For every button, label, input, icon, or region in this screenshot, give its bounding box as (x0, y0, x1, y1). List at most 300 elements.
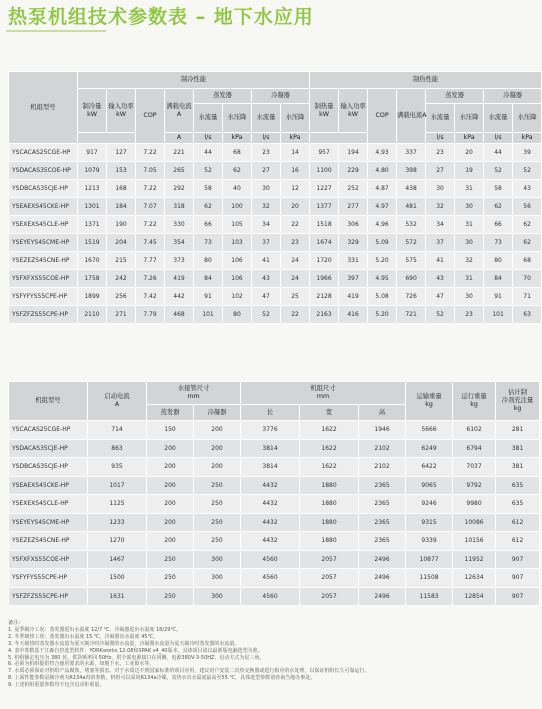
table-cell: 1125 (88, 495, 146, 513)
table-cell: 3814 (241, 440, 299, 458)
table-cell: 4560 (241, 569, 299, 587)
model-cell: YSEZEZS45CNE-HP (9, 252, 77, 269)
note-line: 9. 上述机组重量参数均不包含启动柜重量。 (8, 682, 105, 689)
group-cooling-condenser: 冷凝器 (252, 89, 309, 103)
col-width: 宽 (300, 405, 358, 420)
table-cell: 34 (252, 216, 280, 233)
col-heat-cond-pd: 水压降 (513, 104, 541, 132)
col-model: 机组型号 (9, 382, 87, 420)
table-cell: 242 (107, 270, 135, 287)
col-heat-evap-flow: 水流量 (426, 104, 454, 132)
col-pipe-condenser: 冷凝器 (194, 405, 240, 420)
model-cell: YSEYEYS45CME-HP (9, 514, 87, 532)
table-cell: 7.05 (136, 162, 164, 179)
table-cell: 1377 (310, 198, 338, 215)
table-cell: 1270 (88, 532, 146, 550)
table-cell: 101 (194, 306, 222, 323)
col-height: 高 (359, 405, 405, 420)
table-cell: 1720 (310, 252, 338, 269)
table-cell: 1017 (88, 477, 146, 495)
table-cell: 73 (194, 234, 222, 251)
table-row (9, 421, 539, 439)
note-line: 5. 机组额定电压为 380 伏，供货频率同 50Hz，供全部电源接口在同侧，电源380V-3-50HZ，启动方式为星三角。 (8, 654, 265, 661)
table-cell: 907 (496, 569, 539, 587)
table-cell: 66 (484, 216, 512, 233)
table-cell: 32 (426, 198, 454, 215)
table-cell: 2110 (78, 306, 106, 323)
table-cell: 935 (88, 458, 146, 476)
table-cell: 917 (78, 144, 106, 161)
table-cell: 329 (339, 234, 367, 251)
table-cell: 52 (513, 162, 541, 179)
table-cell: 330 (165, 216, 193, 233)
table-cell: 52 (484, 162, 512, 179)
table-cell: 52 (426, 306, 454, 323)
table-cell: 1670 (78, 252, 106, 269)
table-cell: 4560 (241, 551, 299, 569)
table-row (9, 440, 539, 458)
table-cell: 25 (281, 288, 309, 305)
table-cell: 3776 (241, 421, 299, 439)
col-pipe-evaporator: 蒸发器 (147, 405, 193, 420)
table-cell: 5.08 (368, 288, 396, 305)
table-cell: 7.22 (136, 216, 164, 233)
table-cell: 12854 (453, 588, 495, 606)
group-unit-size: 机组尺寸 mm (241, 382, 405, 404)
unit-kpa: kPa (281, 133, 309, 143)
table-cell: 200 (147, 458, 193, 476)
table-cell: 635 (496, 477, 539, 495)
table-row (9, 532, 539, 550)
model-cell: YSEAEXS45CKE-HP (9, 198, 77, 215)
table-cell: 354 (165, 234, 193, 251)
table-cell: 200 (147, 514, 193, 532)
table-cell: 416 (339, 306, 367, 323)
table-cell: 200 (147, 440, 193, 458)
col-heating-current: 满载电流A (397, 89, 425, 143)
table-cell: 5.20 (368, 252, 396, 269)
title-underline (6, 30, 106, 32)
table-cell: 100 (223, 198, 251, 215)
table-cell: 337 (397, 144, 425, 161)
table-cell: 957 (310, 144, 338, 161)
table-cell: 229 (339, 162, 367, 179)
table-cell: 2365 (359, 495, 405, 513)
table-cell: 2496 (359, 569, 405, 587)
table-cell: 1622 (300, 421, 358, 439)
table-cell: 9315 (406, 514, 452, 532)
table-cell: 106 (223, 270, 251, 287)
model-cell: YSDBCAS35CJE-HP (9, 180, 77, 197)
table-cell: 2102 (359, 458, 405, 476)
table-cell: 1622 (300, 458, 358, 476)
table-cell: 66 (194, 216, 222, 233)
table-row (9, 458, 539, 476)
table-cell: 612 (496, 514, 539, 532)
table-cell: 1880 (300, 495, 358, 513)
model-cell: YSCACAS25CGE-HP (9, 144, 77, 161)
table-cell: 1966 (310, 270, 338, 287)
table-row (9, 162, 541, 179)
table-cell: 11508 (406, 569, 452, 587)
table-cell: 4.95 (368, 270, 396, 287)
table-cell: 442 (165, 288, 193, 305)
table-cell: 300 (194, 588, 240, 606)
table-cell: 27 (252, 162, 280, 179)
table-cell: 200 (194, 440, 240, 458)
table-cell: 24 (281, 270, 309, 287)
table-cell: 41 (426, 252, 454, 269)
table-cell: 52 (252, 306, 280, 323)
table-cell: 27 (426, 162, 454, 179)
table-cell: 168 (107, 180, 135, 197)
table-cell: 2365 (359, 514, 405, 532)
table-cell: 612 (496, 532, 539, 550)
col-cool-evap-pd: 水压降 (223, 104, 251, 132)
model-cell: YSFYFYS55CPE-HP (9, 288, 77, 305)
table-cell: 2496 (359, 588, 405, 606)
table-row (9, 288, 541, 305)
table-cell: 24 (281, 252, 309, 269)
col-operating-weight: 运行重量 kg (453, 382, 495, 420)
table-cell: 10156 (453, 532, 495, 550)
table-cell: 30 (252, 180, 280, 197)
table-cell: 22 (281, 216, 309, 233)
table-cell: 5.20 (368, 306, 396, 323)
table-cell: 4560 (241, 588, 299, 606)
table-cell: 1301 (78, 198, 106, 215)
table-cell: 62 (223, 162, 251, 179)
col-heat-cond-flow: 水流量 (484, 104, 512, 132)
unit-kpa: kPa (223, 133, 251, 143)
table-cell: 863 (88, 440, 146, 458)
table-cell: 1674 (310, 234, 338, 251)
table-cell: 1079 (78, 162, 106, 179)
table-cell: 12 (281, 180, 309, 197)
note-line: 4. 表中参数基于江森自控选型软件：YORKworks 12.08和SPAK v4_40版本，具体项目请以最新版电脑选型为准。 (8, 647, 263, 654)
group-cooling: 制冷性能 (78, 72, 309, 88)
col-cooling-cop: COP (136, 89, 164, 143)
model-cell: YSFZFZS55CPE-HP (9, 306, 77, 323)
table-cell: 4.93 (368, 144, 396, 161)
table-cell: 4432 (241, 495, 299, 513)
table-cell: 37 (426, 234, 454, 251)
col-model: 机组型号 (9, 72, 77, 143)
table-row (9, 495, 539, 513)
notes-section (8, 620, 530, 689)
table-cell: 2057 (300, 551, 358, 569)
table-cell: 30 (455, 198, 483, 215)
table-cell: 4.96 (368, 216, 396, 233)
table-cell: 105 (223, 216, 251, 233)
table-row (9, 569, 539, 587)
table-cell: 907 (496, 588, 539, 606)
table-cell: 43 (252, 270, 280, 287)
table-cell: 1233 (88, 514, 146, 532)
col-start-current: 启动电流 A (88, 382, 146, 420)
table-cell: 1880 (300, 514, 358, 532)
physical-data-table (8, 381, 540, 606)
table-cell: 1100 (310, 162, 338, 179)
note-line: 1. 夏季制冷工况：蒸发器进出水温度 12/7 ℃，冷凝器进出水温度 18/29℃。 (8, 626, 181, 633)
table-cell: 40 (223, 180, 251, 197)
table-cell: 44 (194, 144, 222, 161)
table-cell: 281 (496, 421, 539, 439)
table-cell: 7.07 (136, 198, 164, 215)
col-heating-capacity: 制热量 kW (310, 89, 338, 132)
col-heat-evap-pd: 水压降 (455, 104, 483, 132)
unit-ls: l/s (484, 133, 512, 143)
table-cell: 7.22 (136, 180, 164, 197)
table-cell: 34 (426, 216, 454, 233)
table-cell: 58 (484, 180, 512, 197)
table-cell: 221 (165, 144, 193, 161)
table-cell: 23 (252, 144, 280, 161)
table-cell: 52 (194, 162, 222, 179)
table-cell: 250 (147, 588, 193, 606)
table-cell: 62 (194, 198, 222, 215)
note-line: 2. 冬季制热工况：蒸发器出水温度 15 ℃，冷凝器出水温度 45℃。 (8, 633, 159, 640)
table-cell: 7.42 (136, 288, 164, 305)
table-cell: 194 (339, 144, 367, 161)
table-cell: 300 (194, 551, 240, 569)
table-cell: 73 (484, 234, 512, 251)
table-row (9, 551, 539, 569)
table-cell: 23 (426, 144, 454, 161)
table-cell: 1467 (88, 551, 146, 569)
table-cell: 184 (107, 198, 135, 215)
table-cell: 4.87 (368, 180, 396, 197)
table-cell: 419 (339, 288, 367, 305)
model-cell: YSEYEYS45CME-HP (9, 234, 77, 251)
unit-kpa: kPa (513, 133, 541, 143)
table-cell: 252 (339, 180, 367, 197)
group-pipe-size: 水接管尺寸 mm (147, 382, 240, 404)
performance-table (8, 71, 542, 324)
table-cell: 726 (397, 288, 425, 305)
table-cell: 102 (223, 288, 251, 305)
table-cell: 80 (484, 252, 512, 269)
table-cell: 2496 (359, 551, 405, 569)
table-cell: 4432 (241, 514, 299, 532)
table-cell: 256 (107, 288, 135, 305)
table-cell: 62 (513, 234, 541, 251)
group-cooling-evaporator: 蒸发器 (194, 89, 251, 103)
table-cell: 44 (484, 144, 512, 161)
table-cell: 1946 (359, 421, 405, 439)
table-cell: 204 (107, 234, 135, 251)
table-cell: 37 (252, 234, 280, 251)
model-cell: YSFZFZS55CPE-HP (9, 588, 87, 606)
table-cell: 907 (496, 551, 539, 569)
table-cell: 6102 (453, 421, 495, 439)
table-cell: 68 (513, 252, 541, 269)
table-cell: 5.09 (368, 234, 396, 251)
table-cell: 200 (147, 477, 193, 495)
table-cell: 7.79 (136, 306, 164, 323)
table-cell: 1518 (310, 216, 338, 233)
table-cell: 62 (484, 198, 512, 215)
table-cell: 70 (513, 270, 541, 287)
page-title: 热泵机组技术参数表 – 地下水应用 (8, 6, 314, 28)
table-cell: 9065 (406, 477, 452, 495)
table-cell: 2163 (310, 306, 338, 323)
table-cell: 1371 (78, 216, 106, 233)
table-cell: 14 (281, 144, 309, 161)
table-cell: 58 (194, 180, 222, 197)
table-cell: 7.26 (136, 270, 164, 287)
table-cell: 2365 (359, 532, 405, 550)
notes-title: 备注: (8, 620, 21, 626)
table-cell: 575 (397, 252, 425, 269)
table-cell: 9246 (406, 495, 452, 513)
table-cell: 438 (397, 180, 425, 197)
table-cell: 41 (252, 252, 280, 269)
note-line: 8. 上面性能参数是制冷剂为R134a时的参数，机组可以采用R134a冷媒，其热水出水温度最高至55 ℃，具体选型参数请咨询当地办事处。 (8, 675, 316, 682)
table-row (9, 216, 541, 233)
table-cell: 1500 (88, 569, 146, 587)
table-cell: 277 (339, 198, 367, 215)
table-cell: 200 (147, 495, 193, 513)
col-length: 长 (241, 405, 299, 420)
table-cell: 23 (455, 306, 483, 323)
model-cell: YSEAEXS45CKE-HP (9, 477, 87, 495)
table-cell: 84 (194, 270, 222, 287)
table-cell: 250 (147, 551, 193, 569)
table-cell: 39 (513, 144, 541, 161)
table-cell: 9980 (453, 495, 495, 513)
model-cell: YSEXEXS45CLE-HP (9, 495, 87, 513)
table-cell: 10086 (453, 514, 495, 532)
units-spacer (310, 133, 367, 143)
table-cell: 11952 (453, 551, 495, 569)
table-cell: 20 (281, 198, 309, 215)
model-cell: YSDBCAS35CJE-HP (9, 458, 87, 476)
unit-ls: l/s (426, 133, 454, 143)
table-cell: 91 (194, 288, 222, 305)
table-row (9, 477, 539, 495)
table-cell: 101 (484, 306, 512, 323)
table-cell: 7.77 (136, 252, 164, 269)
table-cell: 103 (223, 234, 251, 251)
table-cell: 7.22 (136, 144, 164, 161)
table-cell: 80 (194, 252, 222, 269)
table-cell: 200 (194, 421, 240, 439)
table-cell: 31 (455, 270, 483, 287)
model-cell: YSEXEXS45CLE-HP (9, 216, 77, 233)
table-cell: 398 (397, 162, 425, 179)
col-heating-cop: COP (368, 89, 396, 143)
table-cell: 2365 (359, 477, 405, 495)
col-cooling-current: 满载电流 A (165, 89, 193, 132)
table-cell: 481 (397, 198, 425, 215)
table-cell: 63 (513, 306, 541, 323)
table-cell: 16 (281, 162, 309, 179)
table-cell: 5666 (406, 421, 452, 439)
table-cell: 80 (223, 306, 251, 323)
table-cell: 635 (496, 495, 539, 513)
table-cell: 31 (455, 180, 483, 197)
table-cell: 532 (397, 216, 425, 233)
table-row (9, 252, 541, 269)
table-cell: 1622 (300, 440, 358, 458)
table-cell: 306 (339, 216, 367, 233)
table-cell: 43 (513, 180, 541, 197)
table-row (9, 144, 541, 161)
table-cell: 250 (194, 495, 240, 513)
table-cell: 190 (107, 216, 135, 233)
table-cell: 1899 (78, 288, 106, 305)
table-cell: 127 (107, 144, 135, 161)
table-row (9, 180, 541, 197)
table-cell: 6249 (406, 440, 452, 458)
unit-ls: l/s (252, 133, 280, 143)
col-cool-evap-flow: 水流量 (194, 104, 222, 132)
table-cell: 300 (194, 569, 240, 587)
table-cell: 250 (147, 569, 193, 587)
table-cell: 32 (252, 198, 280, 215)
table-cell: 292 (165, 180, 193, 197)
table-row (9, 198, 541, 215)
table-cell: 84 (484, 270, 512, 287)
col-cool-cond-flow: 水流量 (252, 104, 280, 132)
table-cell: 1880 (300, 477, 358, 495)
table-cell: 71 (513, 288, 541, 305)
model-cell: YSDACAS35CJE-HP (9, 440, 87, 458)
table-cell: 153 (107, 162, 135, 179)
col-cool-cond-pd: 水压降 (281, 104, 309, 132)
table-cell: 32 (455, 252, 483, 269)
table-cell: 19 (455, 162, 483, 179)
table-cell: 2128 (310, 288, 338, 305)
group-heating-evaporator: 蒸发器 (426, 89, 483, 103)
table-cell: 7.45 (136, 234, 164, 251)
table-cell: 68 (223, 144, 251, 161)
table-cell: 1631 (88, 588, 146, 606)
model-cell: YSDACAS35COE-HP (9, 162, 77, 179)
model-cell: YSEZEZS45CNE-HP (9, 532, 87, 550)
table-cell: 250 (194, 532, 240, 550)
unit-ls: l/s (194, 133, 222, 143)
table-cell: 11583 (406, 588, 452, 606)
table-cell: 381 (496, 458, 539, 476)
table-cell: 373 (165, 252, 193, 269)
table-cell: 4432 (241, 477, 299, 495)
table-cell: 265 (165, 162, 193, 179)
table-cell: 106 (223, 252, 251, 269)
table-cell: 2057 (300, 588, 358, 606)
table-cell: 30 (455, 234, 483, 251)
table-cell: 56 (513, 198, 541, 215)
table-cell: 4432 (241, 532, 299, 550)
col-cooling-input-power: 输入功率 kW (107, 89, 135, 132)
table-cell: 714 (88, 421, 146, 439)
table-cell: 43 (426, 270, 454, 287)
table-cell: 200 (194, 458, 240, 476)
table-cell: 2057 (300, 569, 358, 587)
table-row (9, 234, 541, 251)
table-cell: 9792 (453, 477, 495, 495)
model-cell: YSFYFYS55CPE-HP (9, 569, 87, 587)
table-cell: 47 (252, 288, 280, 305)
table-cell: 721 (397, 306, 425, 323)
table-row (9, 514, 539, 532)
table-cell: 1758 (78, 270, 106, 287)
table-cell: 250 (194, 477, 240, 495)
table-row (9, 588, 539, 606)
table-cell: 690 (397, 270, 425, 287)
table-cell: 397 (339, 270, 367, 287)
